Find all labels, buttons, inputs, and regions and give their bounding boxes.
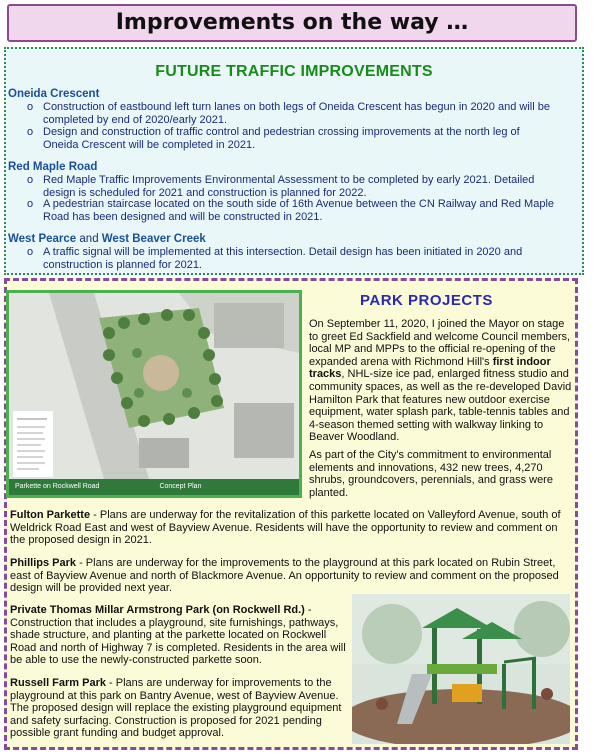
park-name: Private Thomas Millar Armstrong Park (on Rockwell Rd.) [10, 604, 305, 616]
park-description: - Plans are underway for the revitalization of this parkette located on Valleyford Avenue, south of Weldrick Road East and west of Bayview Avenue. Residents will have the opportunity to review and comment on the proposed design in 2021. [10, 509, 561, 547]
page-banner [7, 4, 577, 42]
road-title: Red Maple Road [8, 161, 98, 173]
playground-drawing [352, 594, 570, 744]
park-item-phillips [10, 557, 572, 595]
bullet-marker: o [27, 198, 34, 210]
parks-intro [309, 318, 573, 444]
park-item-armstrong [10, 604, 346, 667]
road-title: Oneida Crescent [8, 88, 100, 100]
bullet-marker: o [27, 126, 34, 138]
park-item-fulton [10, 509, 572, 547]
bullet-marker: o [27, 174, 34, 186]
park-name: Russell Farm Park [10, 677, 106, 689]
park-description: - Construction that includes a playground, site furnishings, pathways, shade structure, and planting at the parkette located on Rockwell Road and north of Highway 7 is completed. Residents in the area will be able to use the newly-constructed parkette soon. [10, 604, 346, 667]
park-description: - Plans are underway for improvements to the playground at this park on Bantry Avenue, west of Bayview Avenue. The proposed design will replace the existing playground equipment and safety surfacing. Construction is proposed for 2021 pending possible grant funding and budget approval. [10, 677, 342, 740]
concept-plan-drawing [9, 293, 299, 479]
parks-heading: PARK PROJECTS [360, 292, 493, 309]
image-caption-title: Parkette on Rockwell Road [15, 483, 100, 490]
list-item-text: A traffic signal will be implemented at this intersection. Detail design has been initiated in 2020 and construction is planned for 2021. [43, 246, 523, 271]
concept-plan-image [6, 290, 302, 498]
road-west-pearce [8, 233, 206, 246]
road-title: West Beaver Creek [101, 233, 206, 245]
list-item-text: Construction of eastbound left turn lanes on both legs of Oneida Crescent has begun in 2020 and will be completed by end of 2020/early 2021. [43, 101, 550, 126]
list-item-text: Design and construction of traffic control and pedestrian crossing improvements at the north leg of Oneida Crescent will be completed in 2021. [43, 126, 520, 151]
list-item-text: A pedestrian staircase located on the south side of 16th Avenue between the CN Railway and Red Maple Road has been designed and will be constructed in 2021. [43, 198, 555, 223]
parks-commitment: As part of the City's commitment to environmental elements and innovations, 432 new trees, 4,270 shrubs, groundcovers, perennials, and grass were planted. [309, 449, 553, 499]
road-title-join: and [76, 233, 102, 245]
road-oneida [8, 88, 99, 101]
bullet-marker: o [27, 246, 34, 258]
intro-text: , NHL-size ice pad, enlarged fitness studio and community spaces, as well as the re-developed David Hamilton Park that features new outdoor exercise equipment, water splash park, table-tennis tables and 4-season themed setting with walkway linking to Beaver Woodland. [309, 368, 572, 444]
list-item [28, 174, 558, 200]
list-item [28, 126, 558, 152]
image-caption [9, 479, 299, 495]
park-item-russell [10, 677, 346, 740]
playground-image [352, 594, 570, 744]
road-red-maple [8, 161, 97, 174]
list-item-text: Red Maple Traffic Improvements Environmental Assessment to be completed by early 2021. Detailed design is scheduled for 2021 and construction is planned for 2022. [43, 174, 535, 199]
list-item [28, 198, 558, 224]
bullet-marker: o [27, 101, 34, 113]
intro-bold-text: first indoor tracks [309, 355, 551, 381]
park-name: Fulton Parkette [10, 509, 91, 521]
image-caption-subtitle: Concept Plan [159, 483, 202, 490]
road-title: West Pearce [8, 233, 77, 245]
list-item [28, 101, 558, 127]
page-title: Improvements on the way … [115, 10, 469, 35]
traffic-heading: FUTURE TRAFFIC IMPROVEMENTS [155, 63, 433, 80]
list-item [28, 246, 558, 272]
park-name: Phillips Park [10, 557, 77, 569]
intro-text: On September 11, 2020, I joined the Mayor on stage to greet Ed Sackfield and welcome Council members, local MP and MPPs to the official re-opening of the expanded arena with Richmond Hill's [309, 318, 571, 368]
park-description: - Plans are underway for the improvements to the playground at this park located on Rubin Street, east of Bayview Avenue and north of Blackmore Avenue. An opportunity to review and comment on the proposed design will be provided next year. [10, 557, 559, 595]
